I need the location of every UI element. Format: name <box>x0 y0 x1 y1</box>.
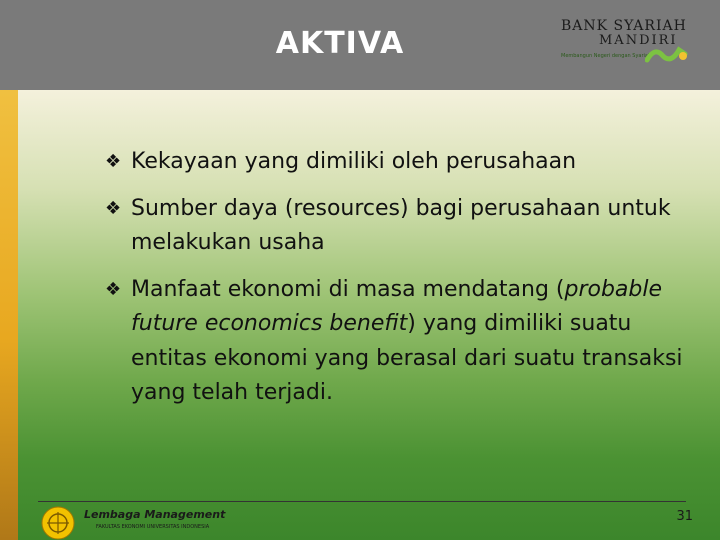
diamond-bullet-icon: ❖ <box>105 278 122 300</box>
slide-header <box>0 0 720 90</box>
faculty-name: FAKULTAS EKONOMI UNIVERSITAS INDONESIA <box>96 524 210 530</box>
university-seal-icon <box>36 503 80 540</box>
left-accent-bar <box>0 90 18 540</box>
institution-name: Lembaga Management <box>84 508 226 521</box>
logo-line-1: BANK SYARIAH <box>561 18 687 34</box>
bullet-text-pre: Manfaat ekonomi di masa mendatang ( <box>131 276 565 302</box>
footer-divider <box>38 501 686 502</box>
bullet-item <box>105 145 705 180</box>
bank-logo-icon <box>555 18 695 68</box>
diamond-bullet-icon: ❖ <box>105 197 122 219</box>
bullet-text-italic: probable future economics benefit <box>131 276 663 336</box>
diamond-bullet-icon: ❖ <box>105 151 122 172</box>
bullet-list <box>105 145 705 423</box>
bullet-item <box>105 273 705 411</box>
logo-tagline: Membangun Negeri dengan Syariah <box>561 53 652 59</box>
bullet-item <box>105 192 705 261</box>
slide-title: AKTIVA <box>275 26 405 61</box>
bullet-text: Sumber daya (resources) bagi perusahaan untuk melakukan usaha <box>131 195 671 255</box>
page-number: 31 <box>676 509 693 524</box>
bullet-text: Kekayaan yang dimiliki oleh perusahaan <box>131 149 577 174</box>
logo-wave-icon <box>645 42 689 64</box>
logo-line-2: MANDIRI <box>599 33 678 48</box>
bullet-text-post: ) yang dimiliki suatu entitas ekonomi yang berasal dari suatu transaksi yang telah terjadi. <box>131 311 683 405</box>
